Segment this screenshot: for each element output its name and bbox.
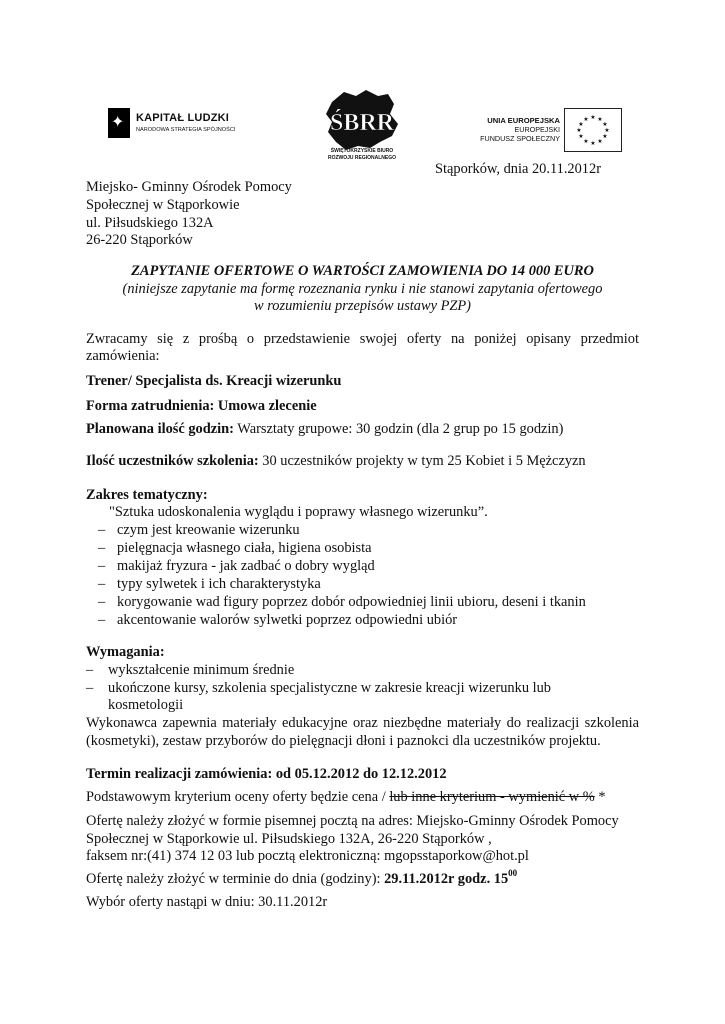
- submission-term-date: 29.11.2012r godz. 15: [384, 871, 509, 887]
- list-dash: –: [86, 680, 94, 696]
- sbrr-name: ŚBRR: [329, 110, 395, 136]
- requirements-label: Wymagania:: [86, 644, 165, 660]
- list-dash: –: [98, 576, 106, 592]
- submit-line-3: [86, 847, 529, 865]
- submission-term-minutes: 00: [508, 868, 518, 878]
- scope-title: "Sztuka udoskonalenia wyglądu i poprawy własnego wizerunku”.: [109, 504, 488, 520]
- list-item-text: makijaż fryzura - jak zadbać o dobry wygląd: [117, 558, 375, 574]
- list-item-text: czym jest kreowanie wizerunku: [117, 522, 300, 538]
- submit-line-2: Społecznej w Stąporkowie ul. Piłsudskiego 132A, 26-220 Stąporków ,: [86, 831, 492, 847]
- list-item: [98, 593, 586, 611]
- participants: [86, 452, 586, 470]
- document-subtitle-1: (niniejsze zapytanie ma formę rozeznania rynku i nie stanowi zapytania ofertowego: [122, 281, 603, 297]
- list-item-text: pielęgnacja własnego ciała, higiena osobista: [117, 540, 372, 556]
- intro-line-1: Zwracamy się z prośbą o przedstawienie swojej oferty na poniżej opisany przedmiot: [86, 331, 639, 347]
- list-dash: –: [98, 540, 106, 556]
- scope-label: Zakres tematyczny:: [86, 487, 208, 503]
- planned-hours: [86, 420, 563, 438]
- kapital-ludzki-subtitle: NARODOWA STRATEGIA SPÓJNOŚCI: [136, 127, 236, 133]
- planned-hours-value: Warsztaty grupowe: 30 godzin (dla 2 grup po 15 godzin): [233, 421, 564, 437]
- svg-text:★: ★: [597, 116, 603, 123]
- participants-label: Ilość uczestników szkolenia:: [86, 453, 259, 469]
- sender-line-2: Społecznej w Stąporkowie: [86, 197, 240, 213]
- list-item: [86, 661, 295, 679]
- list-item-text: akcentowanie walorów sylwetki poprzez odpowiedni ubiór: [117, 612, 458, 628]
- ue-logo: [470, 108, 622, 154]
- svg-text:★: ★: [583, 116, 589, 123]
- list-item-text: ukończone kursy, szkolenia specjalistyczne w zakresie kreacji wizerunku lub: [108, 680, 552, 696]
- provider-line-2: (kosmetyki), zestaw przyborów do pielęgnacji dłoni i paznokci dla uczestników projektu.: [86, 733, 601, 749]
- sender-line-1: Miejsko- Gminny Ośrodek Pomocy: [86, 179, 292, 195]
- criterion-mark: *: [594, 789, 606, 805]
- ue-text: [480, 116, 560, 143]
- sbrr-logo: [310, 88, 414, 168]
- list-dash: –: [86, 662, 94, 678]
- position-title: Trener/ Specjalista ds. Kreacji wizerunku: [86, 373, 342, 389]
- intro-line-2: zamówienia:: [86, 348, 160, 364]
- participants-value: 30 uczestników projekty w tym 25 Kobiet i 5 Mężczyzn: [258, 453, 586, 469]
- kapital-ludzki-emblem: ✦: [108, 108, 130, 138]
- choice-date: Wybór oferty nastąpi w dniu: 30.11.2012r: [86, 894, 328, 910]
- place-date: Stąporków, dnia 20.11.2012r: [434, 161, 601, 177]
- svg-text:★: ★: [604, 127, 610, 134]
- svg-text:★: ★: [576, 127, 582, 134]
- list-dash: –: [98, 594, 106, 610]
- sbrr-line1: ŚWIĘTOKRZYSKIE BIURO: [330, 148, 394, 154]
- sbrr-map-emblem: [310, 88, 414, 154]
- svg-text:★: ★: [578, 121, 584, 128]
- provider-line-1: Wykonawca zapewnia materiały edukacyjne oraz niezbędne materiały do realizacji szkolenia: [86, 715, 639, 731]
- kapital-ludzki-logo: [108, 108, 238, 142]
- employment-form: Forma zatrudnienia: Umowa zlecenie: [86, 398, 317, 414]
- list-dash: –: [98, 522, 106, 538]
- submission-term-text: Ofertę należy złożyć w terminie do dnia (godziny):: [86, 871, 385, 887]
- list-dash: –: [98, 612, 106, 628]
- eu-flag-icon: [564, 108, 622, 152]
- deadline: Termin realizacji zamówienia: od 05.12.2012 do 12.12.2012: [86, 766, 447, 782]
- list-item-text: typy sylwetek i ich charakterystyka: [117, 576, 321, 592]
- ue-line2: EUROPEJSKI: [514, 125, 560, 134]
- list-item-text: wykształcenie minimum średnie: [108, 662, 295, 678]
- criterion-struck: lub inne kryterium - wymienić w %: [389, 789, 595, 805]
- sbrr-line2: ROZWOJU REGIONALNEGO: [327, 155, 397, 161]
- list-item: [98, 611, 458, 629]
- svg-text:★: ★: [590, 140, 596, 147]
- svg-text:★: ★: [583, 138, 589, 145]
- sender-line-4: 26-220 Stąporków: [86, 232, 193, 248]
- svg-text:★: ★: [602, 133, 608, 140]
- list-item: [86, 679, 552, 697]
- submit-line-1: Ofertę należy złożyć w formie pisemnej pocztą na adres: Miejsko-Gminny Ośrodek Pomocy: [86, 813, 619, 829]
- criterion-text: Podstawowym kryterium oceny oferty będzie cena /: [86, 789, 390, 805]
- ue-line1: UNIA EUROPEJSKA: [487, 116, 560, 125]
- list-item: [98, 575, 321, 593]
- document-subtitle-2: w rozumieniu przepisów ustawy PZP): [254, 298, 471, 314]
- svg-text:★: ★: [602, 121, 608, 128]
- list-item-text: korygowanie wad figury poprzez dobór odpowiedniej linii ubioru, deseni i tkanin: [117, 594, 586, 610]
- submission-term: [86, 870, 517, 888]
- ue-line3: FUNDUSZ SPOŁECZNY: [480, 134, 560, 143]
- list-item: [98, 521, 300, 539]
- document-title: ZAPYTANIE OFERTOWE O WARTOŚCI ZAMOWIENIA DO 14 000 EURO: [131, 263, 594, 279]
- svg-text:★: ★: [578, 133, 584, 140]
- contact-details: faksem nr:(41) 374 12 03 lub pocztą elektroniczną: mgopsstaporkow@hot.pl: [86, 848, 529, 864]
- kapital-ludzki-title: KAPITAŁ LUDZKI: [136, 112, 230, 124]
- sender-line-3: ul. Piłsudskiego 132A: [86, 215, 214, 231]
- list-item-continuation: kosmetologii: [108, 697, 184, 713]
- list-item: [98, 557, 375, 575]
- criterion: [86, 788, 606, 806]
- svg-text:★: ★: [590, 114, 596, 121]
- list-dash: –: [98, 558, 106, 574]
- svg-text:★: ★: [597, 138, 603, 145]
- list-item: [98, 539, 372, 557]
- planned-hours-label: Planowana ilość godzin:: [86, 421, 234, 437]
